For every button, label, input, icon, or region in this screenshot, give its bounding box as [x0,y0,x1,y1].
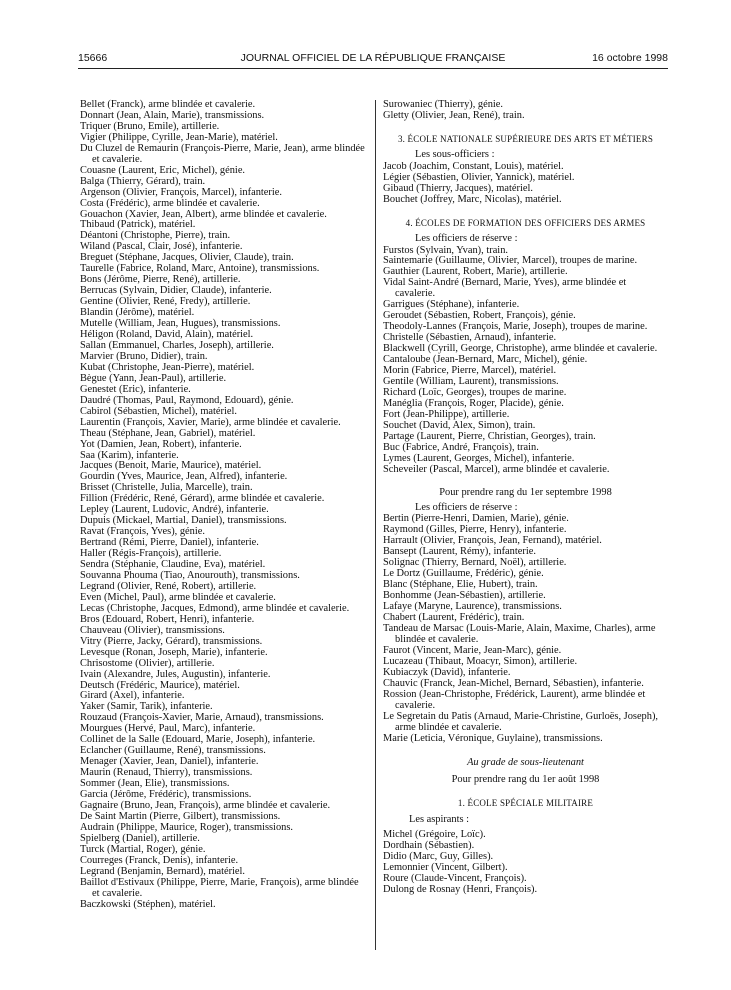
list-entry: Bansept (Laurent, Rémy), infanterie. [383,546,536,558]
aspirants-list [383,830,668,896]
list-entry: Wiland (Pascal, Clair, José), infanterie. [80,241,243,253]
left-column [80,100,367,911]
list-entry: Bègue (Yann, Jean-Paul), artillerie. [80,372,227,384]
list-entry: Gourdin (Yves, Maurice, Jean, Alfred), infanterie. [80,471,288,483]
list-entry: Baczkowski (Stéphen), matériel. [80,898,216,910]
list-entry: Thibaud (Patrick), matériel. [80,219,196,231]
list-entry: Theau (Stéphane, Jean, Gabriel), matériel. [80,427,256,439]
list-entry: Scheveiler (Pascal, Marcel), arme blindée et cavalerie. [383,463,610,475]
list-entry: Raymond (Gilles, Pierre, Henry), infanterie. [383,524,567,536]
list-entry: Bouchet (Joffrey, Marc, Nicolas), matériel. [383,193,562,205]
page-header [78,52,668,68]
list-entry: Triquer (Bruno, Emile), artillerie. [80,120,220,132]
list-entry: Le Segretain du Patis (Arnaud, Marie-Christine, Gurloës, Joseph), arme blindée et cavalerie. [383,710,659,733]
list-entry: Vidal Saint-André (Bernard, Marie, Yves), arme blindée et cavalerie. [383,277,627,300]
list-entry: Lecas (Christophe, Jacques, Edmond), arme blindée et cavalerie. [80,602,350,614]
list-entry: Blackwell (Cyrill, George, Christophe), arme blindée et cavalerie. [383,343,658,355]
list-entry: Maurin (Renaud, Thierry), transmissions. [80,767,253,779]
list-entry: Gouachon (Xavier, Jean, Albert), arme blindée et cavalerie. [80,208,327,220]
list-entry: Didio (Marc, Guy, Gilles). [383,851,494,863]
list-entry: Partage (Laurent, Pierre, Christian, Georges), train. [383,430,596,442]
list-entry: Le Dortz (Guillaume, Frédéric), génie. [383,568,544,580]
rank-date-august: Pour prendre rang du 1er août 1998 [451,774,600,786]
list-entry: Blanc (Stéphane, Elie, Hubert), train. [383,579,538,591]
list-entry: Chauveau (Olivier), transmissions. [80,624,225,636]
list-entry: Blandin (Jérôme), matériel. [80,307,195,319]
issue-date: 16 octobre 1998 [592,52,668,64]
section-subtitle: Les officiers de réserve : [415,501,518,513]
list-entry: Fillion (Frédéric, René, Gérard), arme blindée et cavalerie. [80,493,325,505]
list-entry: Furstos (Sylvain, Yvan), train. [383,244,508,256]
list-entry: Jacques (Benoit, Marie, Maurice), matériel. [80,460,262,472]
list-entry: Bertin (Pierre-Henri, Damien, Marie), génie. [383,513,569,525]
list-entry: Gentine (Olivier, René, Fredy), artillerie. [80,296,251,308]
list-entry: Tandeau de Marsac (Louis-Marie, Alain, Maxime, Charles), arme blindée et cavalerie. [383,622,656,645]
list-entry: Marie (Leticia, Véronique, Guylaine), transmissions. [383,732,603,744]
list-entry: Costa (Frédéric), arme blindée et cavalerie. [80,197,260,209]
list-entry: Dulong de Rosnay (Henri, François). [383,884,538,896]
list-entry: Du Cluzel de Remaurin (François-Pierre, Marie, Jean), arme blindée et cavalerie. [80,142,365,165]
list-entry: Sommer (Jean, Elie), transmissions. [80,778,230,790]
section-subtitle: Les officiers de réserve : [415,232,518,244]
journal-title: JOURNAL OFFICIEL DE LA RÉPUBLIQUE FRANÇAISE [240,52,506,64]
list-entry: Chauvic (Franck, Jean-Michel, Bernard, Sébastien), infanterie. [383,677,644,689]
list-entry: Theodoly-Lannes (François, Marie, Joseph), troupes de marine. [383,321,648,333]
list-entry: Gagnaire (Bruno, Jean, François), arme blindée et cavalerie. [80,800,331,811]
list-entry: Bertrand (Rémi, Pierre, Daniel), infanterie. [80,537,259,549]
list-entry: Lafaye (Maryne, Laurence), transmissions. [383,601,562,613]
list-entry: Rouzaud (François-Xavier, Marie, Arnaud), transmissions. [80,712,324,724]
grade-heading: Au grade de sous-lieutenant [467,757,584,769]
list-entry: Donnart (Jean, Alain, Marie), transmissions. [80,109,265,121]
list-entry: Laurentin (François, Xavier, Marie), arme blindée et cavalerie. [80,416,341,428]
ensam-list [383,162,668,206]
list-entry: Bros (Edouard, Robert, Henri), infanterie. [80,613,255,625]
list-entry: Légier (Sébastien, Olivier, Yannick), matériel. [383,171,575,183]
list-entry: Genestet (Eric), infanterie. [80,383,191,395]
list-entry: Dupuis (Mickael, Martial, Daniel), transmissions. [80,515,287,527]
list-entry: Manéglia (François, Roger, Placide), génie. [383,397,564,409]
list-entry: Brisset (Christelle, Julia, Marcelle), train. [80,482,253,494]
list-entry: Souvanna Phouma (Tiao, Anourouth), transmissions. [80,569,300,581]
list-entry: Turck (Martial, Roger), génie. [80,843,206,855]
list-entry: Roure (Claude-Vincent, François). [383,873,527,885]
list-entry: Morin (Fabrice, Pierre, Marcel), matériel. [383,365,557,377]
list-entry: Collinet de la Salle (Edouard, Marie, Joseph), infanterie. [80,734,316,746]
list-entry: Gletty (Olivier, Jean, René), train. [383,109,525,121]
column-divider [375,100,376,950]
list-entry: Even (Michel, Paul), arme blindée et cavalerie. [80,591,276,603]
section-heading-officer-schools: 4. ÉCOLES DE FORMATION DES OFFICIERS DES ARMES [405,217,646,228]
list-entry: Lucazeau (Thibaut, Moacyr, Simon), artillerie. [383,655,578,667]
list-entry: Cantaloube (Jean-Bernard, Marc, Michel), génie. [383,354,588,366]
list-entry: Bons (Jérôme, Pierre, René), artillerie. [80,274,241,286]
list-entry: Menager (Xavier, Jean, Daniel), infanterie. [80,756,259,768]
list-entry: Saa (Karim), infanterie. [80,449,179,461]
list-entry: Vitry (Pierre, Jacky, Gérard), transmissions. [80,635,263,647]
list-entry: Mourgues (Hervé, Paul, Marc), infanterie. [80,723,256,735]
section-heading-ensam: 3. ÉCOLE NATIONALE SUPÉRIEURE DES ARTS ET MÉTIERS [397,133,654,144]
page-number: 15666 [78,52,108,64]
list-entry: Mutelle (William, Jean, Hugues), transmissions. [80,318,281,330]
list-entry: Legrand (Benjamin, Bernard), matériel. [80,865,246,877]
list-entry: Solignac (Thierry, Bernard, Noël), artillerie. [383,557,567,569]
list-entry: Michel (Grégoire, Loïc). [383,829,486,841]
list-entry: Richard (Loïc, Georges), troupes de marine. [383,386,567,398]
list-entry: Rossion (Jean-Christophe, Frédérick, Laurent), arme blindée et cavalerie. [383,688,646,711]
list-entry: Gibaud (Thierry, Jacques), matériel. [383,182,533,194]
list-entry: Vigier (Philippe, Cyrille, Jean-Marie), matériel. [80,131,278,143]
list-entry: Bellet (Franck), arme blindée et cavalerie. [80,99,256,110]
list-entry: Gentile (William, Laurent), transmissions. [383,375,559,387]
list-entry: Berrucas (Sylvain, Didier, Claude), infanterie. [80,285,272,297]
reserve-officers-list [383,514,668,744]
list-entry: Balga (Thierry, Gérard), train. [80,175,206,187]
right-column [383,100,668,896]
list-entry: Garrigues (Stéphane), infanterie. [383,299,520,311]
list-entry: Souchet (David, Alex, Simon), train. [383,419,536,431]
list-entry: Girard (Axel), infanterie. [80,690,185,702]
section-heading-military-school: 1. ÉCOLE SPÉCIALE MILITAIRE [457,798,594,809]
list-entry: Chabert (Laurent, Frédéric), train. [383,612,525,624]
list-entry: Saintemarie (Guillaume, Olivier, Marcel), troupes de marine. [383,255,638,267]
list-entry: Déantoni (Christophe, Pierre), train. [80,230,231,242]
list-entry: Eclancher (Guillaume, René), transmissions. [80,745,266,757]
list-entry: Argenson (Olivier, François, Marcel), infanterie. [80,186,282,198]
list-entry: Daudré (Thomas, Paul, Raymond, Edouard), génie. [80,394,294,406]
list-entry: Breguet (Stéphane, Jacques, Olivier, Claude), train. [80,252,294,264]
list-entry: Lymes (Laurent, Georges, Michel), infanterie. [383,452,575,464]
list-entry: Couasne (Laurent, Eric, Michel), génie. [80,164,246,176]
list-entry: Lemonnier (Vincent, Gilbert). [383,862,508,874]
list-entry: Baillot d'Estivaux (Philippe, Pierre, Marie, François), arme blindée et cavalerie. [80,876,359,899]
list-entry: Héligon (Roland, David, Alain), matériel. [80,329,254,341]
list-entry: Deutsch (Frédéric, Maurice), matériel. [80,679,240,691]
list-entry: Sallan (Emmanuel, Charles, Joseph), artillerie. [80,339,274,351]
list-entry: Garcia (Jérôme, Frédéric), transmissions. [80,789,252,801]
list-entry: De Saint Martin (Pierre, Gilbert), transmissions. [80,810,281,822]
right-top-list [383,100,668,122]
list-entry: Kubiaczyk (David), infanterie. [383,666,511,678]
list-entry: Haller (Régis-François), artillerie. [80,548,222,560]
header-rule [78,68,668,69]
list-entry: Audrain (Philippe, Maurice, Roger), transmissions. [80,821,293,833]
list-entry: Faurot (Vincent, Marie, Jean-Marc), génie. [383,644,562,656]
list-entry: Bonhomme (Jean-Sébastien), artillerie. [383,590,546,602]
list-entry: Ivain (Alexandre, Jules, Augustin), infanterie. [80,668,271,680]
list-entry: Legrand (Olivier, René, Robert), artillerie. [80,580,257,592]
list-entry: Sendra (Stéphanie, Claudine, Eva), matériel. [80,559,266,571]
list-entry: Courreges (Franck, Denis), infanterie. [80,854,239,866]
list-entry: Taurelle (Fabrice, Roland, Marc, Antoine), transmissions. [80,263,320,275]
list-entry: Jacob (Joachim, Constant, Louis), matériel. [383,160,564,172]
list-entry: Dordhain (Sébastien). [383,840,475,852]
list-entry: Spielberg (Daniel), artillerie. [80,832,200,844]
list-entry: Surowaniec (Thierry), génie. [383,99,504,110]
list-entry: Geroudet (Sébastien, Robert, François), génie. [383,310,576,322]
list-entry: Marvier (Bruno, Didier), train. [80,350,208,362]
officer-schools-list [383,246,668,476]
list-entry: Chrisostome (Olivier), artillerie. [80,657,215,669]
list-entry: Christelle (Sébastien, Arnaud), infanterie. [383,332,557,344]
list-entry: Cabirol (Sébastien, Michel), matériel. [80,405,237,417]
list-entry: Fort (Jean-Philippe), artillerie. [383,408,510,420]
list-entry: Harrault (Olivier, François, Jean, Fernand), matériel. [383,535,602,547]
section-subtitle: Les sous-officiers : [415,148,495,160]
list-entry: Yot (Damien, Jean, Robert), infanterie. [80,438,242,450]
list-entry: Buc (Fabrice, André, François), train. [383,441,539,453]
list-entry: Lepley (Laurent, Ludovic, André), infanterie. [80,504,269,516]
rank-date-september: Pour prendre rang du 1er septembre 1998 [439,486,612,498]
list-entry: Yaker (Samir, Tarik), infanterie. [80,701,213,713]
list-entry: Levesque (Ronan, Joseph, Marie), infanterie. [80,646,268,658]
list-entry: Ravat (François, Yves), génie. [80,526,205,538]
list-entry: Kubat (Christophe, Jean-Pierre), matériel. [80,361,255,373]
list-entry: Gauthier (Laurent, Robert, Marie), artillerie. [383,266,568,278]
section-subtitle: Les aspirants : [409,814,470,826]
